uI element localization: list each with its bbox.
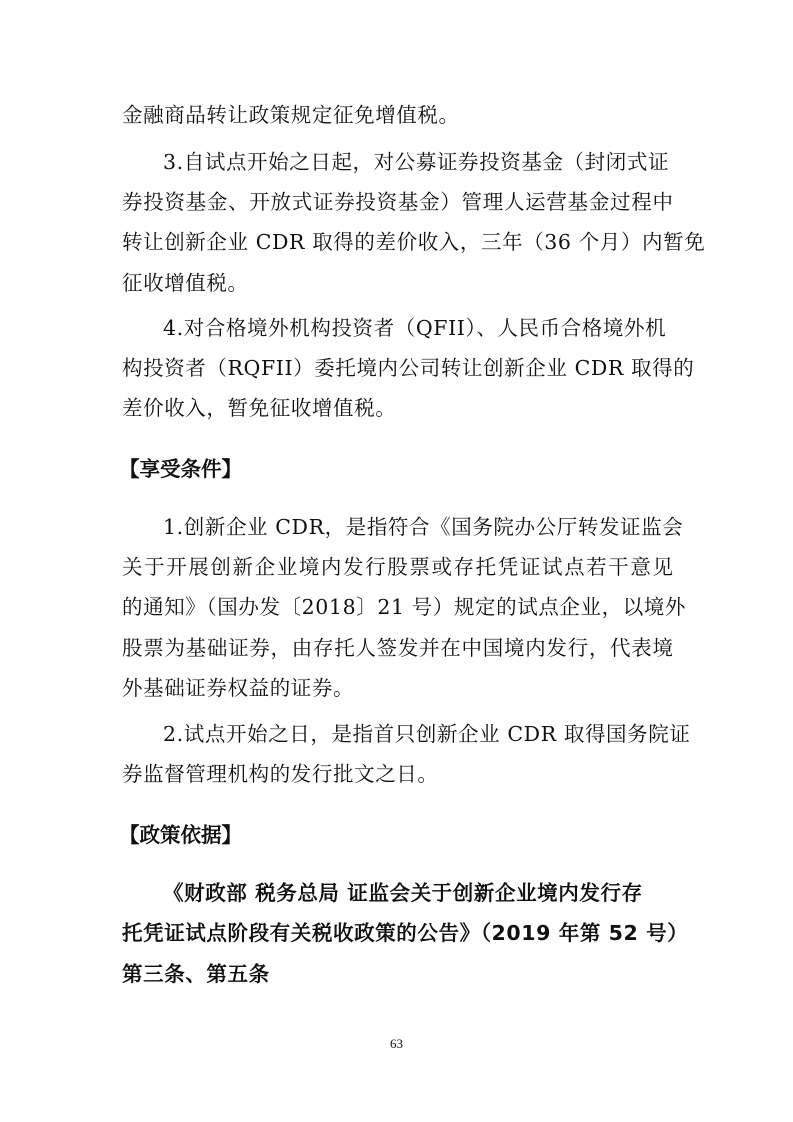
paragraph-line: 2.试点开始之日，是指首只创新企业 CDR 取得国务院证 xyxy=(163,722,691,746)
paragraph-line: 券投资基金、开放式证券投资基金）管理人运营基金过程中 xyxy=(122,190,673,214)
page-number: 63 xyxy=(390,1036,403,1051)
paragraph-line: 征收增值税。 xyxy=(122,271,249,295)
paragraph-line: 差价收入，暂免征收增值税。 xyxy=(122,396,397,420)
policy-basis-line: 托凭证试点阶段有关税收政策的公告》（2019 年第 52 号） xyxy=(122,921,689,945)
policy-basis-line: 第三条、第五条 xyxy=(122,962,270,986)
section-heading-basis: 【政策依据】 xyxy=(119,823,242,847)
paragraph-line: 1.创新企业 CDR，是指符合《国务院办公厅转发证监会 xyxy=(163,515,684,539)
paragraph-line: 4.对合格境外机构投资者（QFII）、人民币合格境外机 xyxy=(163,316,667,340)
paragraph-line: 券监督管理机构的发行批文之日。 xyxy=(122,762,439,786)
paragraph-line: 3.自试点开始之日起，对公募证券投资基金（封闭式证 xyxy=(163,150,670,174)
paragraph-line: 转让创新企业 CDR 取得的差价收入，三年（36 个月）内暂免 xyxy=(122,230,706,254)
section-heading-conditions: 【享受条件】 xyxy=(119,457,242,481)
paragraph-line: 关于开展创新企业境内发行股票或存托凭证试点若干意见 xyxy=(122,555,673,579)
paragraph-line: 股票为基础证券，由存托人签发并在中国境内发行，代表境 xyxy=(122,636,673,660)
policy-basis-line: 《财政部 税务总局 证监会关于创新企业境内发行存 xyxy=(163,881,643,905)
paragraph-line: 的通知》（国办发〔2018〕21 号）规定的试点企业，以境外 xyxy=(122,595,687,619)
paragraph-line: 外基础证券权益的证券。 xyxy=(122,676,355,700)
paragraph-line: 构投资者（RQFII）委托境内公司转让创新企业 CDR 取得的 xyxy=(122,356,695,380)
paragraph-line: 金融商品转让政策规定征免增值税。 xyxy=(122,103,460,127)
